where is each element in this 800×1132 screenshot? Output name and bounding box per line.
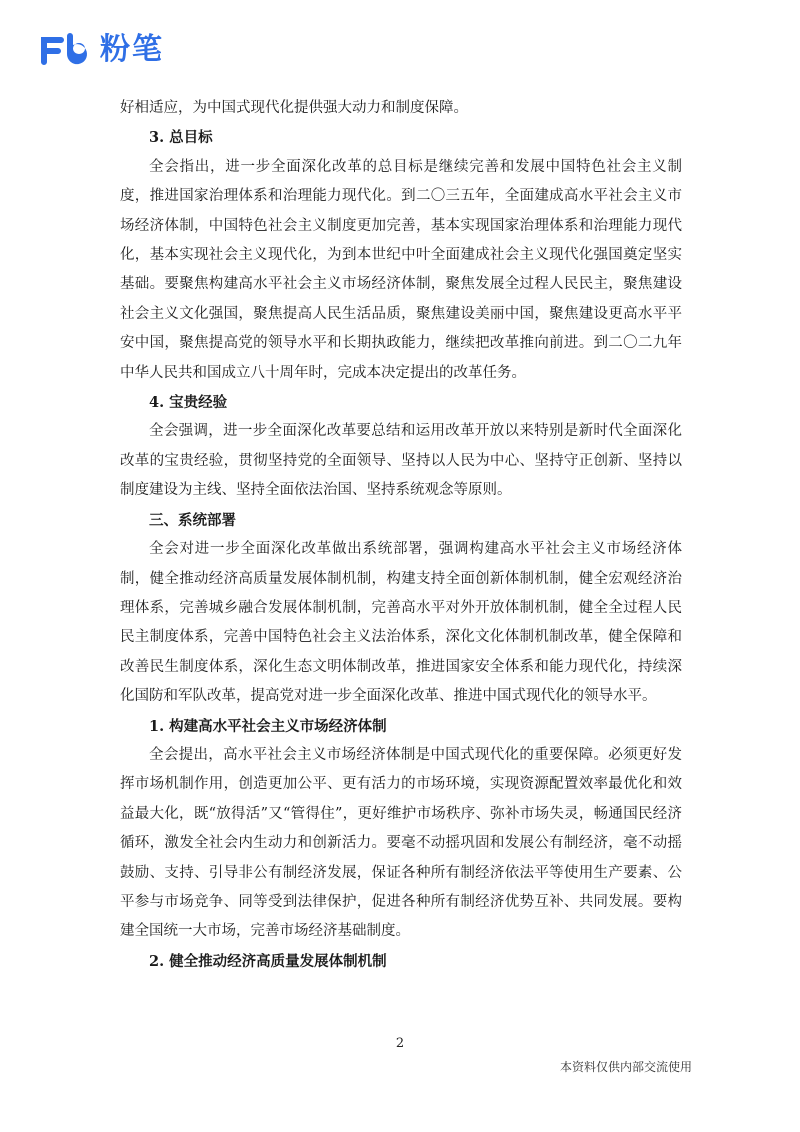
paragraph-market-economy-system: 全会提出，高水平社会主义市场经济体制是中国式现代化的重要保障。必须更好发挥市场机制作用，创造更加公平、更有活力的市场环境，实现资源配置效率最优化和效益最大化，既“放得活”又“管得住”，更好维护市场秩序、弥补市场失灵，畅通国民经济循环，激发全社会内生动力和创新活力。要毫不动摇巩固和发展公有制经济，毫不动摇鼓励、支持、引导非公有制经济发展，保证各种所有制经济依法平等使用生产要素、公平参与市场竞争、同等受到法律保护，促进各种所有制经济优势互补、共同发展。要构建全国统一大市场，完善市场经济基础制度。 [120, 746, 682, 940]
paragraph-valuable-experience: 全会强调，进一步全面深化改革要总结和运用改革开放以来特别是新时代全面深化改革的宝贵经验，贯彻坚持党的全面领导、坚持以人民为中心、坚持守正创新、坚持以制度建设为主线、坚持全面依法治国、坚持系统观念等原则。 [120, 423, 682, 499]
page-number: 2 [395, 1036, 405, 1051]
paragraph-total-goal: 全会指出，进一步全面深化改革的总目标是继续完善和发展中国特色社会主义制度，推进国家治理体系和治理能力现代化。到二〇三五年，全面建成高水平社会主义市场经济体制，中国特色社会主义制度更加完善，基本实现国家治理体系和治理能力现代化，基本实现社会主义现代化，为到本世纪中叶全面建成社会主义现代化强国奠定坚实基础。要聚焦构建高水平社会主义市场经济体制，聚焦发展全过程人民民主，聚焦建设社会主义文化强国，聚焦提高人民生活品质，聚焦建设美丽中国，聚焦建设更高水平平安中国，聚焦提高党的领导水平和长期执政能力，继续把改革推向前进。到二〇二九年中华人民共和国成立八十周年时，完成本决定提出的改革任务。 [120, 158, 682, 381]
paragraph-system-deployment: 全会对进一步全面深化改革做出系统部署，强调构建高水平社会主义市场经济体制，健全推动经济高质量发展体制机制，构建支持全面创新体制机制，健全宏观经济治理体系，完善城乡融合发展体制机制，完善高水平对外开放体制机制，健全全过程人民民主制度体系，完善中国特色社会主义法治体系，深化文化体制机制改革，健全保障和改善民生制度体系，深化生态文明体制改革，推进国家安全体系和能力现代化，持续深化国防和军队改革，提高党对进一步全面深化改革、推进中国式现代化的领导水平。 [120, 541, 682, 705]
heading-valuable-experience: 4. 宝贵经验 [149, 394, 228, 412]
fenbi-logo [38, 32, 164, 68]
heading-high-quality-development: 2. 健全推动经济高质量发展体制机制 [149, 952, 387, 970]
heading-market-economy-system: 1. 构建高水平社会主义市场经济体制 [149, 717, 387, 735]
footer-note: 本资料仅供内部交流使用 [559, 1060, 692, 1074]
brand-name: 粉笔 [100, 32, 164, 67]
heading-total-goal: 3. 总目标 [149, 129, 213, 147]
paragraph-continued: 好相适应，为中国式现代化提供强大动力和制度保障。 [120, 100, 468, 116]
fenbi-logo-icon [38, 33, 96, 67]
document-body [120, 94, 682, 976]
heading-system-deployment: 三、系统部署 [149, 511, 236, 529]
